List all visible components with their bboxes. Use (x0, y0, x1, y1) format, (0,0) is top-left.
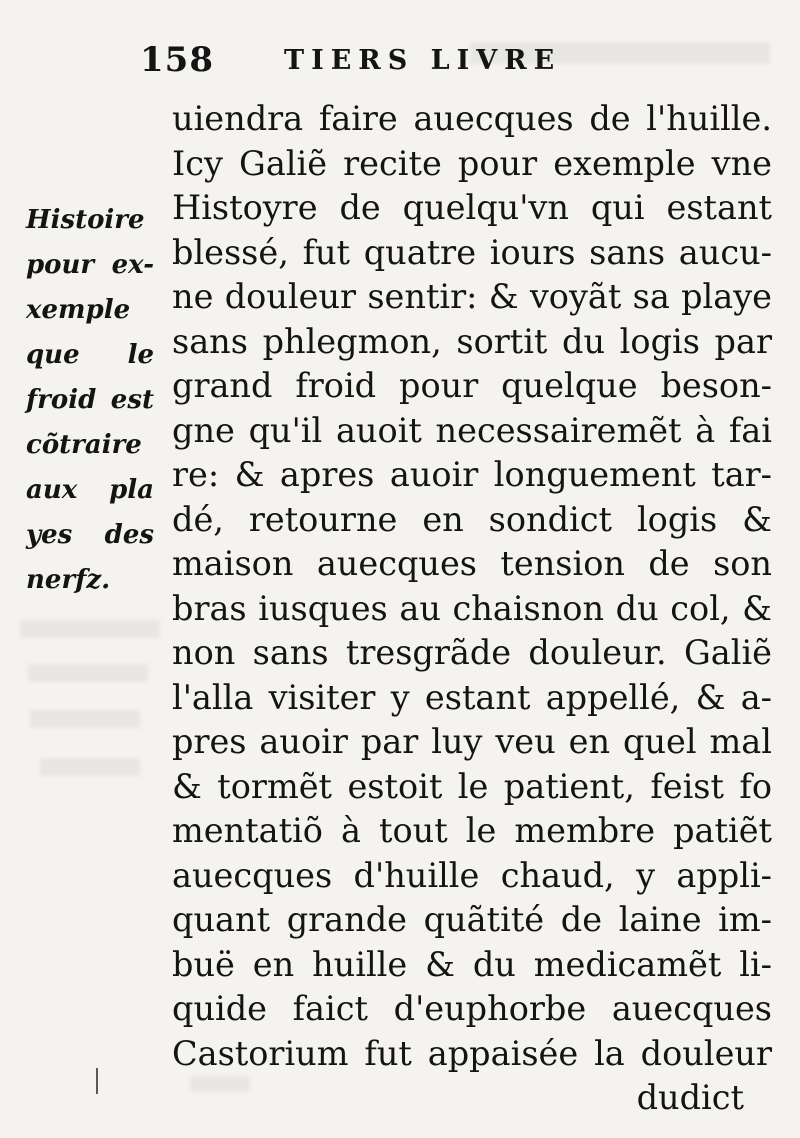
margin-note-line: Histoire (26, 205, 145, 235)
margin-note-line: xemple (26, 295, 131, 325)
text-line: & tormẽt estoit le patient, feist fo (172, 766, 772, 806)
running-title: TIERS LIVRE (283, 44, 562, 76)
page-number: 158 (140, 40, 214, 80)
text-line: bras iusques au chaisnon du col, & (172, 588, 772, 628)
text-line: blessé, fut quatre iours sans aucu- (172, 232, 772, 272)
text-line: Icy Galiẽ recite pour exemple vne (172, 143, 772, 183)
margin-note-line: nerfz. (26, 565, 111, 595)
show-through-shadow (40, 758, 140, 776)
text-line: dé, retourne en sondict logis & (172, 499, 772, 539)
margin-note-line: cõtraire (26, 430, 142, 460)
margin-note (26, 198, 154, 603)
text-line: Histoyre de quelqu'vn qui estant (172, 188, 772, 227)
show-through-shadow (30, 710, 140, 728)
text-line: grand froid pour quelque beson- (172, 366, 772, 405)
margin-note-line: que le (26, 340, 154, 370)
text-line: ne douleur sentir: & voyãt sa playe (172, 277, 772, 316)
text-line: buë en huille & du medicamẽt li- (172, 944, 772, 984)
show-through-shadow (20, 620, 160, 638)
catchword: dudict (636, 1078, 744, 1117)
text-line: sans phlegmon, sortit du logis par (172, 321, 772, 361)
text-line: mentatiõ à tout le membre patiẽt (172, 811, 772, 850)
body-text (172, 97, 772, 1121)
text-line: Castorium fut appaisée la douleur (172, 1033, 772, 1073)
text-line: auecques d'huille chaud, y appli- (172, 855, 772, 895)
text-line: quant grande quãtité de laine im- (172, 900, 772, 939)
text-line: uiendra faire auecques de l'huille. (172, 99, 772, 138)
text-line: l'alla visiter y estant appellé, & a- (172, 677, 772, 717)
text-line: maison auecques tension de son (172, 544, 772, 583)
show-through-shadow (28, 664, 148, 682)
margin-note-line: aux pla (26, 475, 154, 505)
text-line: quide faict d'euphorbe auecques (172, 989, 772, 1028)
text-line: gne qu'il auoit necessairemẽt à fai (172, 410, 772, 450)
margin-note-line: yes des (26, 520, 154, 550)
page-header (140, 40, 561, 80)
margin-note-line: pour ex- (26, 250, 154, 280)
text-line: pres auoir par luy veu en quel mal (172, 722, 772, 761)
stray-ink-mark (96, 1068, 98, 1094)
margin-note-line: froid est (26, 385, 154, 415)
text-line: non sans tresgrãde douleur. Galiẽ (172, 633, 772, 672)
text-line: re: & apres auoir longuement tar- (172, 455, 772, 494)
